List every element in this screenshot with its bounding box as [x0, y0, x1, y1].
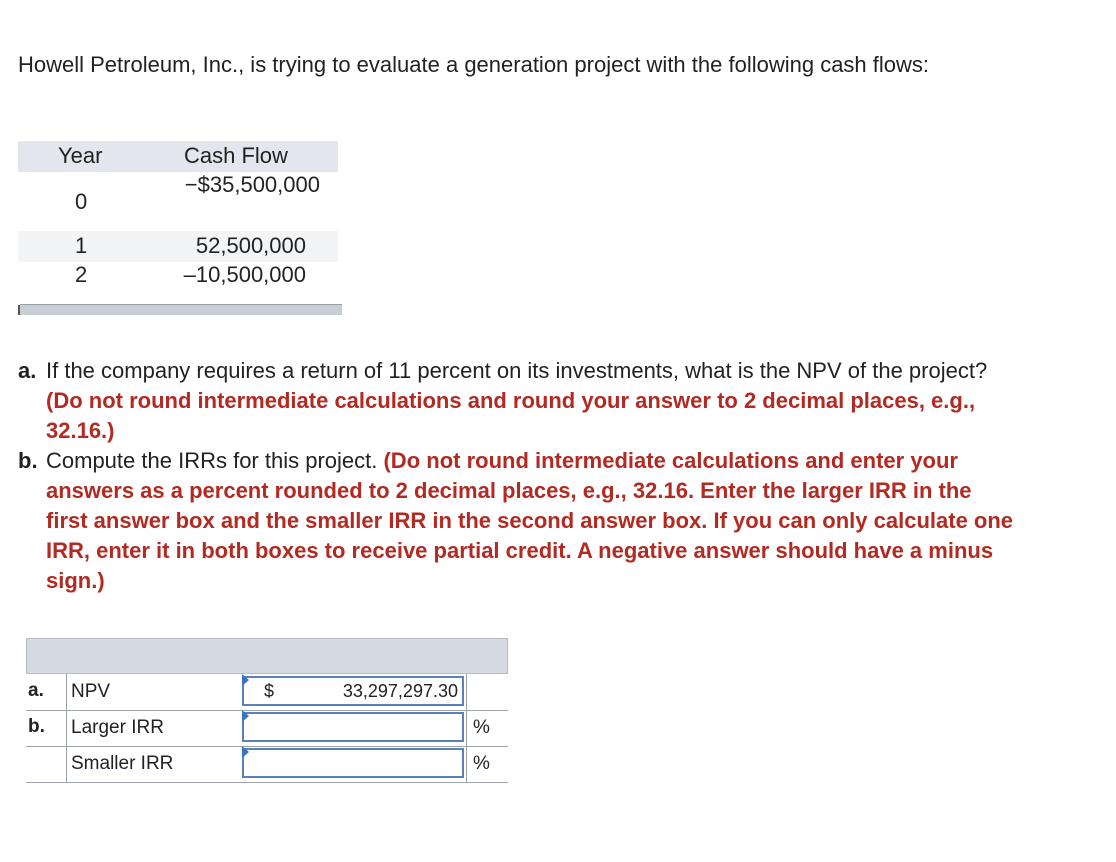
answer-row-larger-irr: [26, 710, 508, 747]
answer-row-label: Smaller IRR: [66, 746, 243, 782]
answer-row-npv: [26, 674, 508, 711]
input-marker-icon: [242, 746, 249, 758]
table-footer-bar: [20, 304, 342, 315]
question-b: [18, 446, 1018, 596]
problem-intro: Howell Petroleum, Inc., is trying to evaluate a generation project with the following cash flows:: [18, 52, 930, 77]
percent-suffix: %: [466, 710, 508, 746]
answer-row-smaller-irr: [26, 746, 508, 783]
input-marker-icon: [242, 674, 249, 686]
question-a-instruction: (Do not round intermediate calculations and round your answer to 2 decimal places, e.g., 32.16.): [46, 388, 976, 443]
answer-row-letter: b.: [28, 716, 45, 737]
input-marker-icon: [242, 710, 249, 722]
question-b-text: Compute the IRRs for this project.: [46, 448, 378, 473]
questions: [18, 356, 1018, 596]
question-a: [18, 356, 1018, 446]
percent-suffix: %: [466, 746, 508, 782]
answer-row-label: NPV: [66, 674, 243, 710]
answer-table-header: [26, 638, 508, 674]
question-b-label: b.: [18, 448, 38, 473]
year-cell: 2: [75, 262, 88, 287]
year-cell: 1: [75, 233, 88, 258]
npv-input-value: 33,297,297.30: [342, 681, 458, 701]
cash-flow-cell: –10,500,000: [183, 262, 306, 287]
answer-row-suffix: [466, 674, 508, 710]
npv-input[interactable]: [242, 676, 464, 706]
question-b-instruction: (Do not round intermediate calculations and enter your answers as a percent rounded to 2 decimal places, e.g., 32.16. Enter the larger IRR in the first answer box and the smaller IRR in the second answer box. If you can only calculate one IRR, enter it in both boxes to receive partial credit. A negative answer should have a minus sign.): [46, 448, 1014, 593]
answer-row-label: Larger IRR: [66, 710, 243, 746]
question-a-text: If the company requires a return of 11 percent on its investments, what is the NPV of the project?: [46, 358, 988, 383]
currency-prefix: $: [264, 681, 275, 701]
cash-flow-cell: −$35,500,000: [184, 172, 320, 197]
cash-flow-column-header: Cash Flow: [184, 143, 288, 168]
answer-row-letter: a.: [28, 680, 44, 701]
year-cell: 0: [75, 189, 88, 214]
smaller-irr-input[interactable]: [242, 748, 464, 778]
cash-flow-cell: 52,500,000: [195, 233, 306, 258]
larger-irr-input[interactable]: [242, 712, 464, 742]
question-a-label: a.: [18, 358, 37, 383]
answer-table: [26, 638, 508, 782]
year-column-header: Year: [58, 143, 103, 168]
